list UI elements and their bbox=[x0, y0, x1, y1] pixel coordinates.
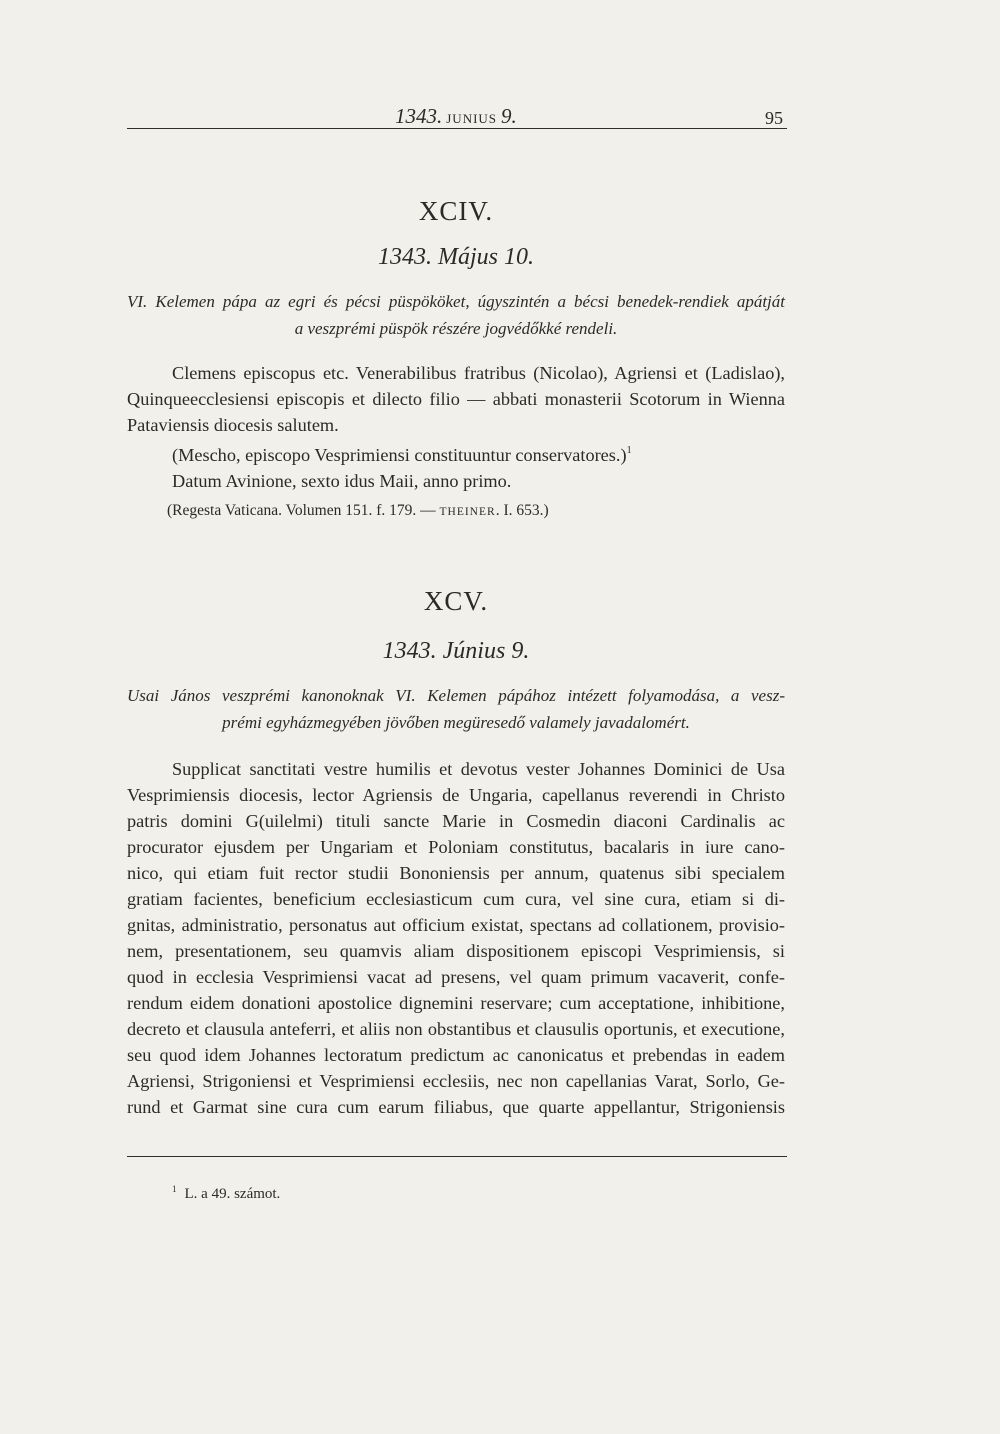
document-94-text bbox=[127, 360, 785, 494]
source-citation: (Regesta Vaticana. Volumen 151. f. 179. — bbox=[167, 502, 440, 519]
text-line: procurator ejusdem per Ungariam et Poloniam constitutus, bacalaris in iure cano- bbox=[127, 837, 785, 857]
text-line: Pataviensis diocesis salutem. bbox=[127, 415, 339, 435]
footnote-rule bbox=[127, 1156, 787, 1157]
text-line: nico, qui etiam fuit rector studii Bononiensis per annum, quatenus sibi specialem bbox=[127, 863, 785, 883]
document-95-number bbox=[127, 586, 785, 617]
text-line: rendum eidem donationi apostolice dignemini reservare; cum acceptatione, inhibitione, bbox=[127, 993, 785, 1013]
text-line: Agriensi, Strigoniensi et Vesprimiensi ecclesiis, nec non capellanias Varat, Sorlo, Ge- bbox=[127, 1071, 785, 1091]
text-line: Quinqueecclesiensi episcopis et dilecto filio — abbati monasterii Scotorum in Wienna bbox=[127, 389, 785, 409]
text-line: (Mescho, episcopo Vesprimiensi constituuntur conservatores.) bbox=[172, 445, 627, 465]
page-number: 95 bbox=[765, 108, 783, 128]
footnote-text: L. a 49. számot. bbox=[184, 1186, 281, 1202]
document-94-date bbox=[127, 244, 785, 271]
document-94-number bbox=[127, 196, 785, 227]
document-94-source bbox=[127, 498, 825, 525]
header-year: 1343. bbox=[395, 104, 443, 128]
text-line: Supplicat sanctitati vestre humilis et devotus vester Johannes Dominici de Usa bbox=[172, 759, 785, 779]
document-number: XCIV. bbox=[418, 196, 494, 226]
text-line: rund et Garmat sine cura cum earum filiabus, que quarte appellantur, Strigoniensis bbox=[127, 1097, 785, 1117]
text-line: gnitas, administratio, personatus aut officium existat, spectans ad collationem, provisio- bbox=[127, 915, 785, 935]
source-reference: . I. 653.) bbox=[495, 502, 549, 519]
text-line: nem, presentationem, seu quamvis aliam dispositionem episcopi Vesprimiensis, si bbox=[127, 941, 785, 961]
source-author: THEINER bbox=[439, 506, 496, 518]
text-line: patris domini G(uilelmi) tituli sancte Marie in Cosmedin diaconi Cardinalis ac bbox=[127, 811, 785, 831]
header-date bbox=[395, 104, 517, 129]
running-header bbox=[127, 104, 787, 130]
summary-line: a veszprémi püspök részére jogvédőkké rendeli. bbox=[294, 319, 618, 338]
header-rule bbox=[127, 128, 787, 129]
summary-line: prémi egyházmegyében jövőben megüresedő valamely javadalomért. bbox=[222, 713, 690, 732]
footnote bbox=[172, 1184, 280, 1203]
text-line: quod in ecclesia Vesprimiensi vacat ad presens, vel quam primum vacaverit, confe- bbox=[127, 967, 785, 987]
footnote-reference: 1 bbox=[626, 445, 632, 456]
text-line: Vesprimiensis diocesis, lector Agriensis de Ungaria, capellanus reverendi in Christo bbox=[127, 785, 785, 805]
document-date: 1343. Június 9. bbox=[382, 638, 530, 664]
document-number: XCV. bbox=[423, 586, 489, 616]
text-line: decreto et clausula anteferri, et aliis non obstantibus et clausulis oportunis, et executione, bbox=[127, 1019, 785, 1039]
text-line: Clemens episcopus etc. Venerabilibus fratribus (Nicolao), Agriensi et (Ladislao), bbox=[172, 363, 785, 383]
document-95-date bbox=[127, 638, 785, 665]
text-line: seu quod idem Johannes lectoratum predictum ac canonicatus et prebendas in eadem bbox=[127, 1045, 785, 1065]
document-date: 1343. Május 10. bbox=[378, 244, 534, 270]
summary-line: VI. Kelemen pápa az egri és pécsi püspököket, úgyszintén a bécsi benedek-rendiek apátját bbox=[127, 292, 785, 311]
document-94-summary bbox=[127, 288, 785, 342]
text-line: gratiam facientes, beneficium ecclesiasticum cum cura, vel sine cura, etiam si di- bbox=[127, 889, 785, 909]
document-95-summary bbox=[127, 682, 785, 736]
text-line: Datum Avinione, sexto idus Maii, anno primo. bbox=[172, 471, 512, 491]
document-95-text bbox=[127, 756, 785, 1120]
summary-line: Usai János veszprémi kanonoknak VI. Kelemen pápához intézett folyamodása, a vesz- bbox=[127, 686, 785, 705]
footnote-mark: 1 bbox=[172, 1184, 177, 1194]
header-day: 9. bbox=[501, 104, 517, 128]
header-month: JUNIUS bbox=[446, 111, 498, 126]
